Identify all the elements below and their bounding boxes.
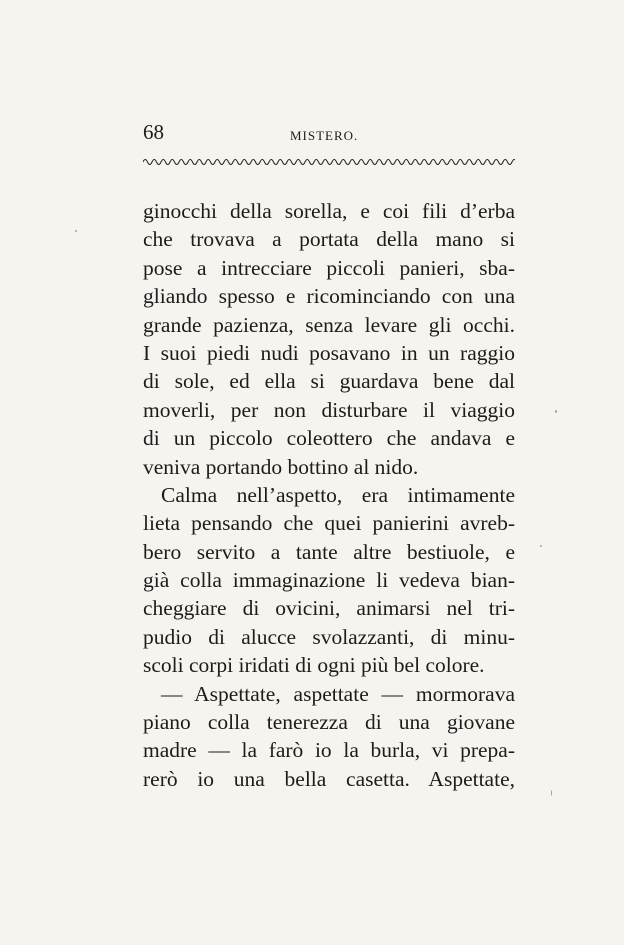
text-line: Calma nell’aspetto, era intimamente [161,482,515,507]
text-line: che trovava a portata della mano si [143,227,515,252]
wavy-rule-ornament-icon [143,156,515,168]
body-text [143,197,515,793]
text-line: pudio di alucce svolazzanti, di minu- [143,624,515,649]
text-line: lieta pensando che quei panierini avreb- [143,511,515,536]
text-line: ginocchi della sorella, e coi fili d’erba [143,199,515,223]
running-head: MISTERO. [290,128,359,143]
paper-speck [75,230,77,232]
text-line: piano colla tenerezza di una giovane [143,710,515,735]
text-line: scoli corpi iridati di ogni più bel colore. [143,653,485,678]
text-line: di sole, ed ella si guardava bene dal [143,369,515,394]
page-number: 68 [143,120,164,144]
text-line: cheggiare di ovicini, animarsi nel tri- [143,596,515,621]
text-line: moverli, per non disturbare il viaggio [143,397,515,422]
paper-speck [551,790,552,796]
text-line: bero servito a tante altre bestiuole, e [143,539,515,564]
text-line: — Aspettate, aspettate — mormorava [161,681,515,706]
text-line: grande pazienza, senza levare gli occhi. [143,312,515,337]
text-line: madre — la farò io la burla, vi prepa- [143,738,515,763]
text-line: rerò io una bella casetta. Aspettate, [143,766,515,791]
text-line: di un piccolo coleottero che andava e [143,426,515,451]
page-header [143,120,515,150]
text-line: I suoi piedi nudi posavano in un raggio [143,340,515,365]
text-line: gliando spesso e ricominciando con una [143,284,515,309]
text-line: già colla immaginazione li vedeva bian- [143,568,515,593]
text-line: pose a intrecciare piccoli panieri, sba- [143,255,515,280]
paper-speck [555,410,557,413]
paper-speck [540,545,542,547]
text-line: veniva portando bottino al nido. [143,454,419,479]
